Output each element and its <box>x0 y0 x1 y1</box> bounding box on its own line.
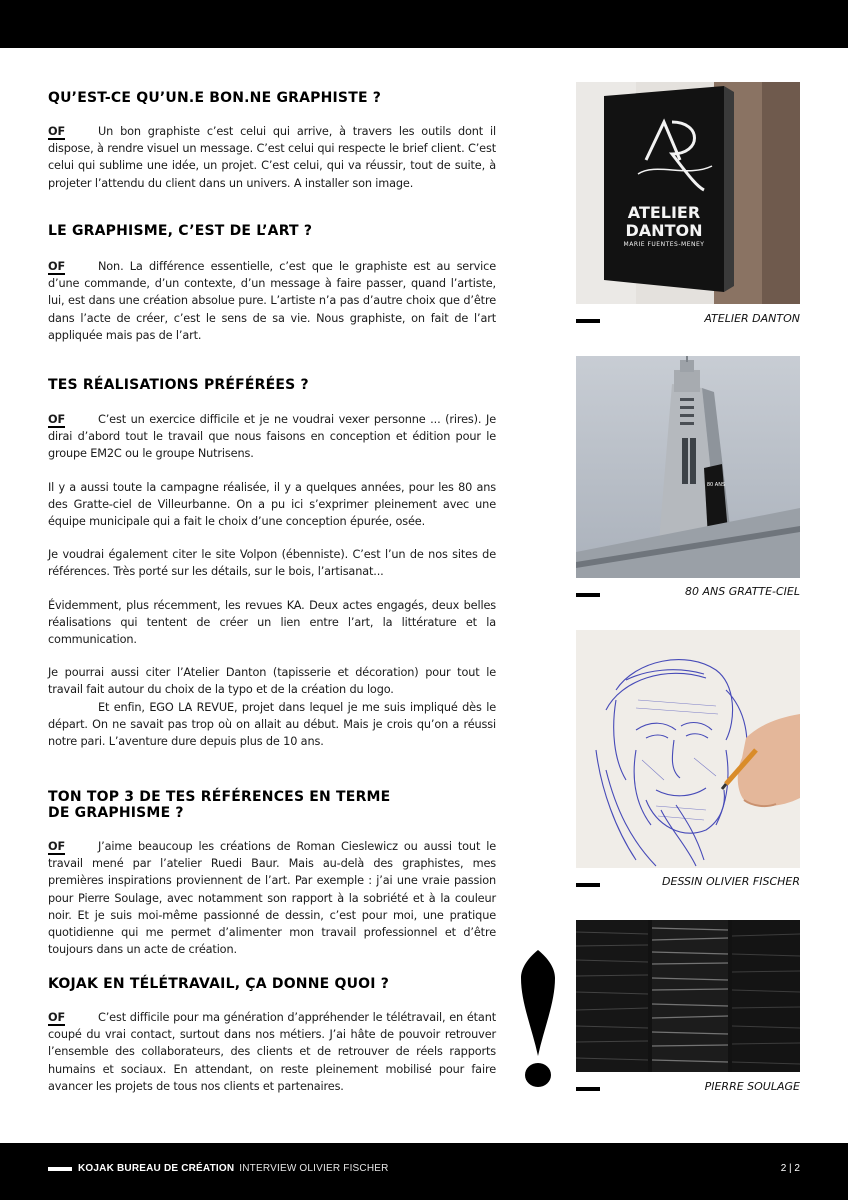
caption-dash <box>576 883 600 887</box>
section-title-line2: DE GRAPHISME ? <box>48 805 184 821</box>
sign-line: MARIE FUENTES-MENEY <box>623 241 705 248</box>
section-title: QU’EST-CE QU’UN.E BON.NE GRAPHISTE ? <box>48 90 382 106</box>
photo-gratte-ciel <box>576 356 800 578</box>
exclamation-mark-icon <box>518 948 558 1088</box>
caption: 80 ANS GRATTE-CIEL <box>685 585 800 598</box>
answer-paragraph: Évidemment, plus récemment, les revues KA. Deux actes engagés, deux belles réalisations qui tentent de créer un lien entre l’art, la littérature et la communication. <box>48 598 496 647</box>
top-bar <box>0 0 848 48</box>
answer-paragraph: Je voudrai également citer le site Volpon (ébenniste). C’est l’un de nos sites de références. Très porté sur les détails, sur le bois, l’artisanat... <box>48 548 496 579</box>
soulage-painting-image <box>576 920 800 1072</box>
tower-banner-text: 80 ANS <box>706 482 726 488</box>
speaker-tag: OF <box>48 413 66 426</box>
answer-paragraph: Je pourrai aussi citer l’Atelier Danton (tapisserie et décoration) pour tout le travail fait autour du choix de la typo et de la création du logo. <box>48 666 496 697</box>
ink-drawing-image <box>576 630 800 868</box>
section-title-line1: TON TOP 3 DE TES RÉFÉRENCES EN TERME <box>48 789 391 805</box>
section-title: KOJAK EN TÉLÉTRAVAIL, ÇA DONNE QUOI ? <box>48 976 390 992</box>
answer-paragraph: OF J’aime beaucoup les créations de Roman Cieslewicz ou aussi tout le travail mené par l’atelier Ruedi Baur. Mais au-delà des graphistes, mes premières inspirations proviennent de l’art. Par exemple : j’ai une vraie passion pour Pierre Soulage, avec notamment son rapport à la sobriété et à la couleur noir. Et je suis moi-même passionné de dessin, c’est pour moi, une pratique quotidienne qui me permet d’alimenter mon travail professionnel et d’être toujours dans un acte de création. <box>48 840 496 957</box>
tower-image <box>576 356 800 578</box>
speaker-tag: OF <box>48 1011 66 1024</box>
atelier-danton-sign-image <box>576 82 800 304</box>
answer-paragraph: OF Un bon graphiste c’est celui qui arrive, à travers les outils dont il dispose, à rendre visuel un message. C’est celui qui respecte le brief client. C’est celui qui sublime une idée, un projet. C’est celui, qui va réussir, tout de suite, à projeter l’attendu du client dans un univers. A installer son image. <box>48 125 496 190</box>
caption: ATELIER DANTON <box>704 312 800 325</box>
section-realisations <box>48 377 496 750</box>
photo-soulage <box>576 920 800 1072</box>
section-references <box>48 789 496 958</box>
footer-subtitle: INTERVIEW OLIVIER FISCHER <box>239 1163 389 1174</box>
speaker-tag: OF <box>48 260 66 273</box>
caption-dash <box>576 1087 600 1091</box>
answer-paragraph: OF C’est un exercice difficile et je ne voudrai vexer personne ... (rires). Je dirai d’abord tout le travail que nous faisons en conception et édition pour le groupe EM2C ou le groupe Nutrisens. <box>48 413 496 461</box>
answer-paragraph: Et enfin, EGO LA REVUE, projet dans lequel je me suis impliqué dès le départ. On ne savait pas trop où on allait au début. Mais je crois qu’on a réussi notre pari. L’aventure dure depuis plus de 10 ans. <box>48 700 496 749</box>
caption-dash <box>576 593 600 597</box>
sign-text <box>604 204 724 250</box>
page-number: 2 | 2 <box>780 1163 800 1174</box>
sign-line: ATELIER <box>627 203 701 222</box>
answer-paragraph: OF Non. La différence essentielle, c’est que le graphiste est au service d’une commande, d’un contexte, d’un message à faire passer, quand l’artiste, lui, est dans une création absolue pure. L’artiste n’a pas d’autre choix que d’être dans l’acte de créer, c’est le sens de sa vie. Nous graphiste, on fait de l’art appliquée mais pas de l’art. <box>48 260 496 342</box>
answer-paragraph: Il y a aussi toute la campagne réalisée, il y a quelques années, pour les 80 ans des Gratte-ciel de Villeurbanne. On a pu ici s’exprimer pleinement avec une équipe municipale qui a fait le choix d’une conception épurée, osée. <box>48 480 496 529</box>
section-title: TES RÉALISATIONS PRÉFÉRÉES ? <box>48 377 309 393</box>
photo-dessin <box>576 630 800 868</box>
photo-atelier-danton <box>576 82 800 304</box>
footer-brand <box>78 1163 389 1174</box>
section-teletravail <box>48 976 496 1095</box>
sign-line: DANTON <box>625 221 703 240</box>
caption-dash <box>576 319 600 323</box>
section-art <box>48 223 496 344</box>
caption: DESSIN OLIVIER FISCHER <box>662 875 800 888</box>
section-graphiste <box>48 90 496 192</box>
speaker-tag: OF <box>48 125 66 138</box>
footer-brand-name: KOJAK BUREAU DE CRÉATION <box>78 1163 235 1174</box>
section-title: LE GRAPHISME, C’EST DE L’ART ? <box>48 223 313 239</box>
answer-paragraph: OF C’est difficile pour ma génération d’appréhender le télétravail, en étant coupé du vrai contact, surtout dans nos métiers. J’ai hâte de pouvoir retrouver l’ensemble des collaborateurs, des clients et de retrouver de réels rapports humains et sociaux. En attendant, on reste pleinement mobilisé pour faire avancer les projets de tous nos clients et partenaires. <box>48 1011 496 1093</box>
caption: PIERRE SOULAGE <box>704 1080 800 1093</box>
speaker-tag: OF <box>48 840 66 853</box>
footer-dash <box>48 1167 72 1171</box>
